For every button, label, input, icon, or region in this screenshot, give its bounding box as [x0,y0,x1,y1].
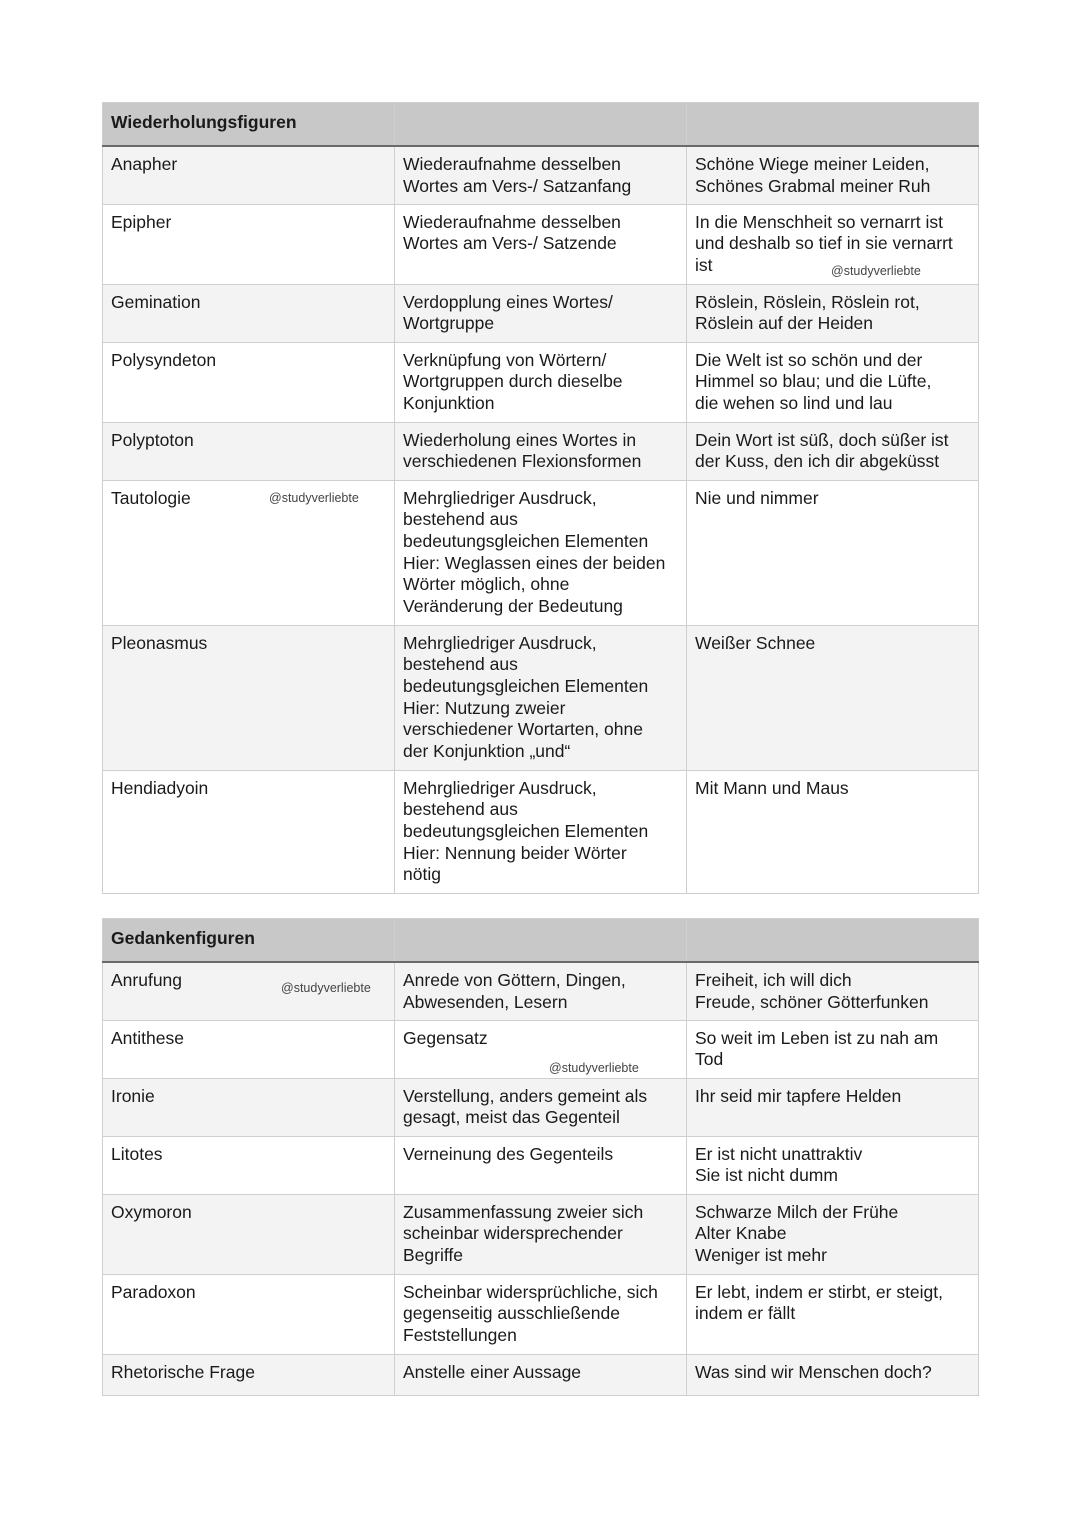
term-cell: Anapher [103,146,395,204]
table-row [103,770,979,893]
header-empty-cell [687,103,979,147]
definition-cell: Verknüpfung von Wörtern/ Wortgruppen durch dieselbe Konjunktion [395,342,687,422]
definition-cell: Mehrgliedriger Ausdruck, bestehend aus bedeutungsgleichen Elementen Hier: Weglassen eines der beiden Wörter möglich, ohne Veränderung der Bedeutung [395,480,687,625]
header-empty-cell [395,919,687,963]
definition-cell: Wiederholung eines Wortes in verschiedenen Flexionsformen [395,422,687,480]
table-row [103,1020,979,1078]
definition-cell: Zusammenfassung zweier sich scheinbar widersprechender Begriffe [395,1194,687,1274]
example-cell: Schwarze Milch der Frühe Alter Knabe Weniger ist mehr [687,1194,979,1274]
watermark-text: @studyverliebte [831,263,921,278]
section-header-row [103,103,979,147]
term-cell: Epipher [103,204,395,284]
term-cell [103,962,395,1020]
example-cell: Röslein, Röslein, Röslein rot, Röslein auf der Heiden [687,284,979,342]
definition-text: Gegensatz [403,1027,488,1048]
definition-cell [395,1020,687,1078]
table-row [103,480,979,625]
table-wiederholungsfiguren [102,102,979,894]
definition-cell: Verdopplung eines Wortes/ Wortgruppe [395,284,687,342]
definition-cell: Verneinung des Gegenteils [395,1136,687,1194]
definition-cell: Anstelle einer Aussage [395,1354,687,1395]
table-row [103,1136,979,1194]
table-row [103,962,979,1020]
example-cell: Weißer Schnee [687,625,979,770]
definition-cell: Mehrgliedriger Ausdruck, bestehend aus bedeutungsgleichen Elementen Hier: Nutzung zweier verschiedener Wortarten, ohne der Konjunktion „und“ [395,625,687,770]
example-cell: Dein Wort ist süß, doch süßer ist der Kuss, den ich dir abgeküsst [687,422,979,480]
watermark-text: @studyverliebte [281,981,371,995]
table-gedankenfiguren [102,918,979,1396]
definition-cell: Wiederaufnahme desselben Wortes am Vers-/ Satzanfang [395,146,687,204]
table-row [103,204,979,284]
term-cell: Oxymoron [103,1194,395,1274]
watermark-text: @studyverliebte [549,1060,639,1075]
watermark-text: @studyverliebte [269,490,359,505]
term-cell [103,480,395,625]
example-cell: Nie und nimmer [687,480,979,625]
term-text: Tautologie [111,487,191,508]
table-row [103,342,979,422]
table-row [103,625,979,770]
example-cell: Ihr seid mir tapfere Helden [687,1078,979,1136]
table-row [103,284,979,342]
example-cell [687,204,979,284]
definition-cell: Anrede von Göttern, Dingen, Abwesenden, Lesern [395,962,687,1020]
example-text: In die Menschheit so vernarrt ist und deshalb so tief in sie vernarrt ist [695,211,953,275]
term-text: Anrufung [111,970,183,990]
example-cell: Die Welt ist so schön und der Himmel so blau; und die Lüfte, die wehen so lind und lau [687,342,979,422]
term-cell: Paradoxon [103,1274,395,1354]
definition-cell: Scheinbar widersprüchliche, sich gegenseitig ausschließende Feststellungen [395,1274,687,1354]
term-cell: Rhetorische Frage [103,1354,395,1395]
term-cell: Polyptoton [103,422,395,480]
table-row [103,422,979,480]
section-title: Gedankenfiguren [103,919,395,963]
example-cell: Mit Mann und Maus [687,770,979,893]
term-cell: Ironie [103,1078,395,1136]
term-cell: Antithese [103,1020,395,1078]
definition-cell: Mehrgliedriger Ausdruck, bestehend aus bedeutungsgleichen Elementen Hier: Nennung beider Wörter nötig [395,770,687,893]
header-empty-cell [395,103,687,147]
table-row [103,1194,979,1274]
term-cell: Litotes [103,1136,395,1194]
term-cell: Polysyndeton [103,342,395,422]
example-cell: Er ist nicht unattraktiv Sie ist nicht dumm [687,1136,979,1194]
example-cell: Freiheit, ich will dich Freude, schöner Götterfunken [687,962,979,1020]
table-row [103,1354,979,1395]
example-cell: Schöne Wiege meiner Leiden, Schönes Grabmal meiner Ruh [687,146,979,204]
table-row [103,146,979,204]
example-cell: Was sind wir Menschen doch? [687,1354,979,1395]
section-title: Wiederholungsfiguren [103,103,395,147]
definition-cell: Wiederaufnahme desselben Wortes am Vers-/ Satzende [395,204,687,284]
term-cell: Hendiadyoin [103,770,395,893]
term-cell: Pleonasmus [103,625,395,770]
term-cell: Gemination [103,284,395,342]
table-row [103,1274,979,1354]
section-header-row [103,919,979,963]
header-empty-cell [687,919,979,963]
example-cell: Er lebt, indem er stirbt, er steigt, indem er fällt [687,1274,979,1354]
table-row [103,1078,979,1136]
definition-cell: Verstellung, anders gemeint als gesagt, meist das Gegenteil [395,1078,687,1136]
example-cell: So weit im Leben ist zu nah am Tod [687,1020,979,1078]
